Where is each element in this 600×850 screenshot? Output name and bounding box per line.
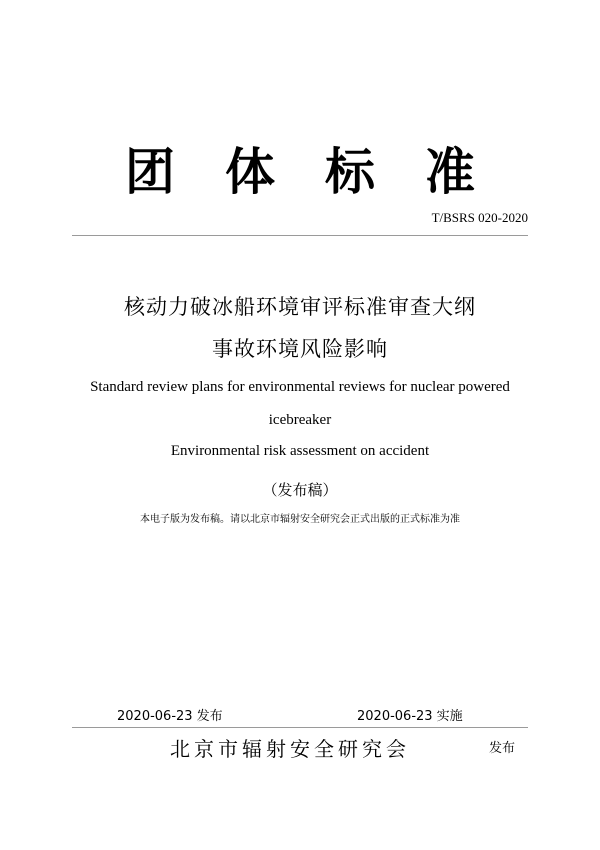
standard-number: T/BSRS 020-2020 [431,210,528,225]
publish-date: 2020-06-23 发布 [117,709,223,724]
english-title-line-3: Environmental risk assessment on accident [170,443,430,459]
publisher-suffix: 发布 [489,741,516,756]
english-title-line-1: Standard review plans for environmental reviews for nuclear powered [90,379,510,395]
bottom-divider [72,727,528,728]
publisher-name: 北京市辐射安全研究会 [170,737,410,761]
document-category-title: 团体标准 [125,143,525,201]
draft-label: （发布稿） [262,481,338,499]
chinese-title-line-2: 事故环境风险影响 [212,337,388,361]
draft-note: 本电子版为发布稿。请以北京市辐射安全研究会正式出版的正式标准为准 [140,514,460,525]
implement-date: 2020-06-23 实施 [357,709,463,724]
top-divider [72,235,528,236]
chinese-title-line-1: 核动力破冰船环境审评标准审查大纲 [124,295,476,319]
english-title-line-2: icebreaker [268,412,332,428]
